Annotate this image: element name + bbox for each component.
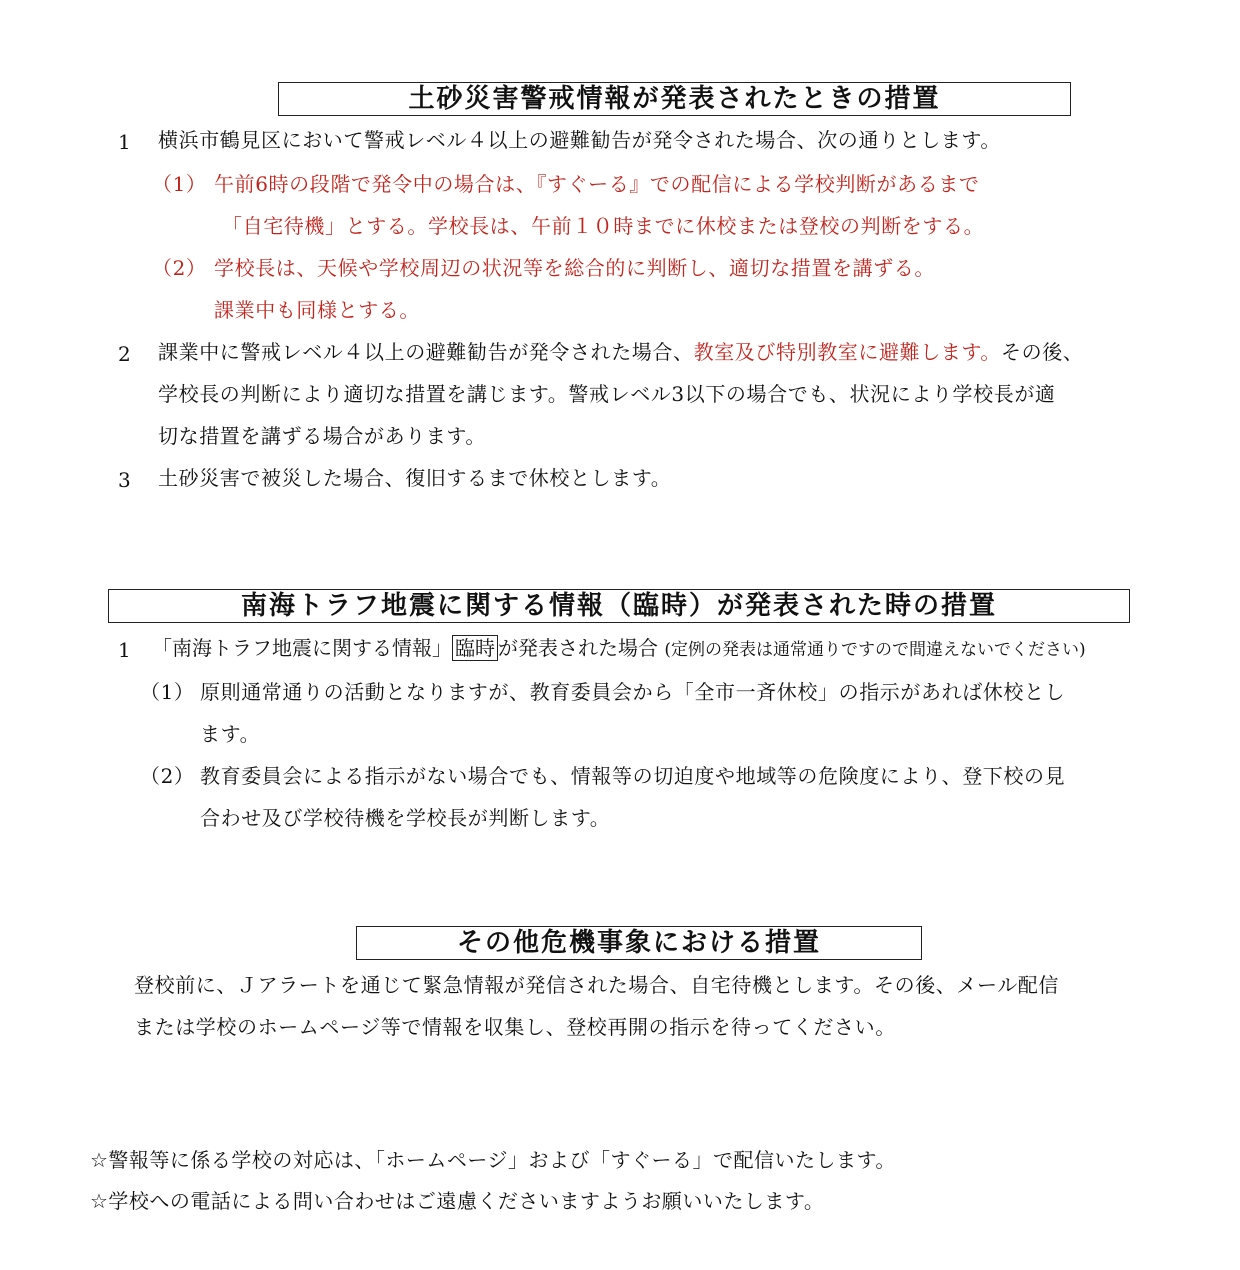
sub-item-label: （2） [140, 764, 195, 788]
section1-item1-text: 横浜市鶴見区において警戒レベル４以上の避難勧告が発令された場合、次の通りとします。 [158, 128, 1001, 152]
sub-item-label: （1） [152, 172, 207, 196]
item2-text-b: その後、 [1001, 340, 1084, 364]
section1-item2-line3: 切な措置を講ずる場合があります。 [158, 424, 486, 448]
item2-emphasis: 教室及び特別教室に避難します。 [693, 340, 1002, 364]
section2-sub1-line2: ます。 [200, 722, 261, 746]
footer-note-1: ☆警報等に係る学校の対応は、「ホームページ」および「すぐーる」で配信いたします。 [90, 1148, 896, 1172]
section2-item1-text [152, 638, 1086, 659]
section2-title: 南海トラフ地震に関する情報（臨時）が発表された時の措置 [108, 589, 1130, 623]
section2-sub2-line2: 合わせ及び学校待機を学校長が判断します。 [200, 806, 611, 830]
item2-text-a: 課業中に警戒レベル４以上の避難勧告が発令された場合、 [158, 340, 694, 364]
item-number: 1 [118, 130, 131, 154]
item-number: 1 [118, 638, 131, 662]
footer-note-2: ☆学校への電話による問い合わせはご遠慮くださいますようお願いいたします。 [90, 1189, 825, 1213]
section1-sub2-line2: 課業中も同様とする。 [214, 298, 420, 322]
section3-title: その他危機事象における措置 [356, 926, 922, 960]
item1-note: (定例の発表は通常通りですので間違えないでください) [664, 640, 1086, 660]
rinji-boxed-label: 臨時 [452, 635, 498, 661]
section1-item2-line2: 学校長の判断により適切な措置を講じます。警戒レベル3以下の場合でも、状況により学校長が適 [158, 382, 1056, 406]
section2-sub2-line1: 教育委員会による指示がない場合でも、情報等の切迫度や地域等の危険度により、登下校の見 [200, 764, 1066, 788]
sub-item-label: （2） [152, 256, 207, 280]
section1-item3-text: 土砂災害で被災した場合、復旧するまで休校とします。 [158, 466, 672, 490]
section1-sub1-line1: 午前6時の段階で発令中の場合は、『すぐーる』での配信による学校判断があるまで [214, 172, 980, 196]
section1-sub1-line2: 「自宅待機」とする。学校長は、午前１０時までに休校または登校の判断をする。 [222, 214, 985, 238]
section1-title: 土砂災害警戒情報が発表されたときの措置 [278, 82, 1071, 116]
item-number: 3 [118, 468, 131, 492]
section1-sub2-line1: 学校長は、天候や学校周辺の状況等を総合的に判断し、適切な措置を講ずる。 [214, 256, 935, 280]
section2-sub1-line1: 原則通常通りの活動となりますが、教育委員会から「全市一斉休校」の指示があれば休校とし [200, 680, 1066, 704]
sub-item-label: （1） [140, 680, 195, 704]
item1-text-b: が発表された場合 [498, 636, 658, 660]
section1-item2-line1 [158, 342, 1083, 362]
section3-line1: 登校前に、Ｊアラートを通じて緊急情報が発信された場合、自宅待機とします。その後、メール配信 [134, 973, 1059, 997]
section3-line2: または学校のホームページ等で情報を収集し、登校再開の指示を待ってください。 [134, 1015, 896, 1039]
item1-text-a: 「南海トラフ地震に関する情報」 [152, 636, 452, 660]
item-number: 2 [118, 342, 131, 366]
